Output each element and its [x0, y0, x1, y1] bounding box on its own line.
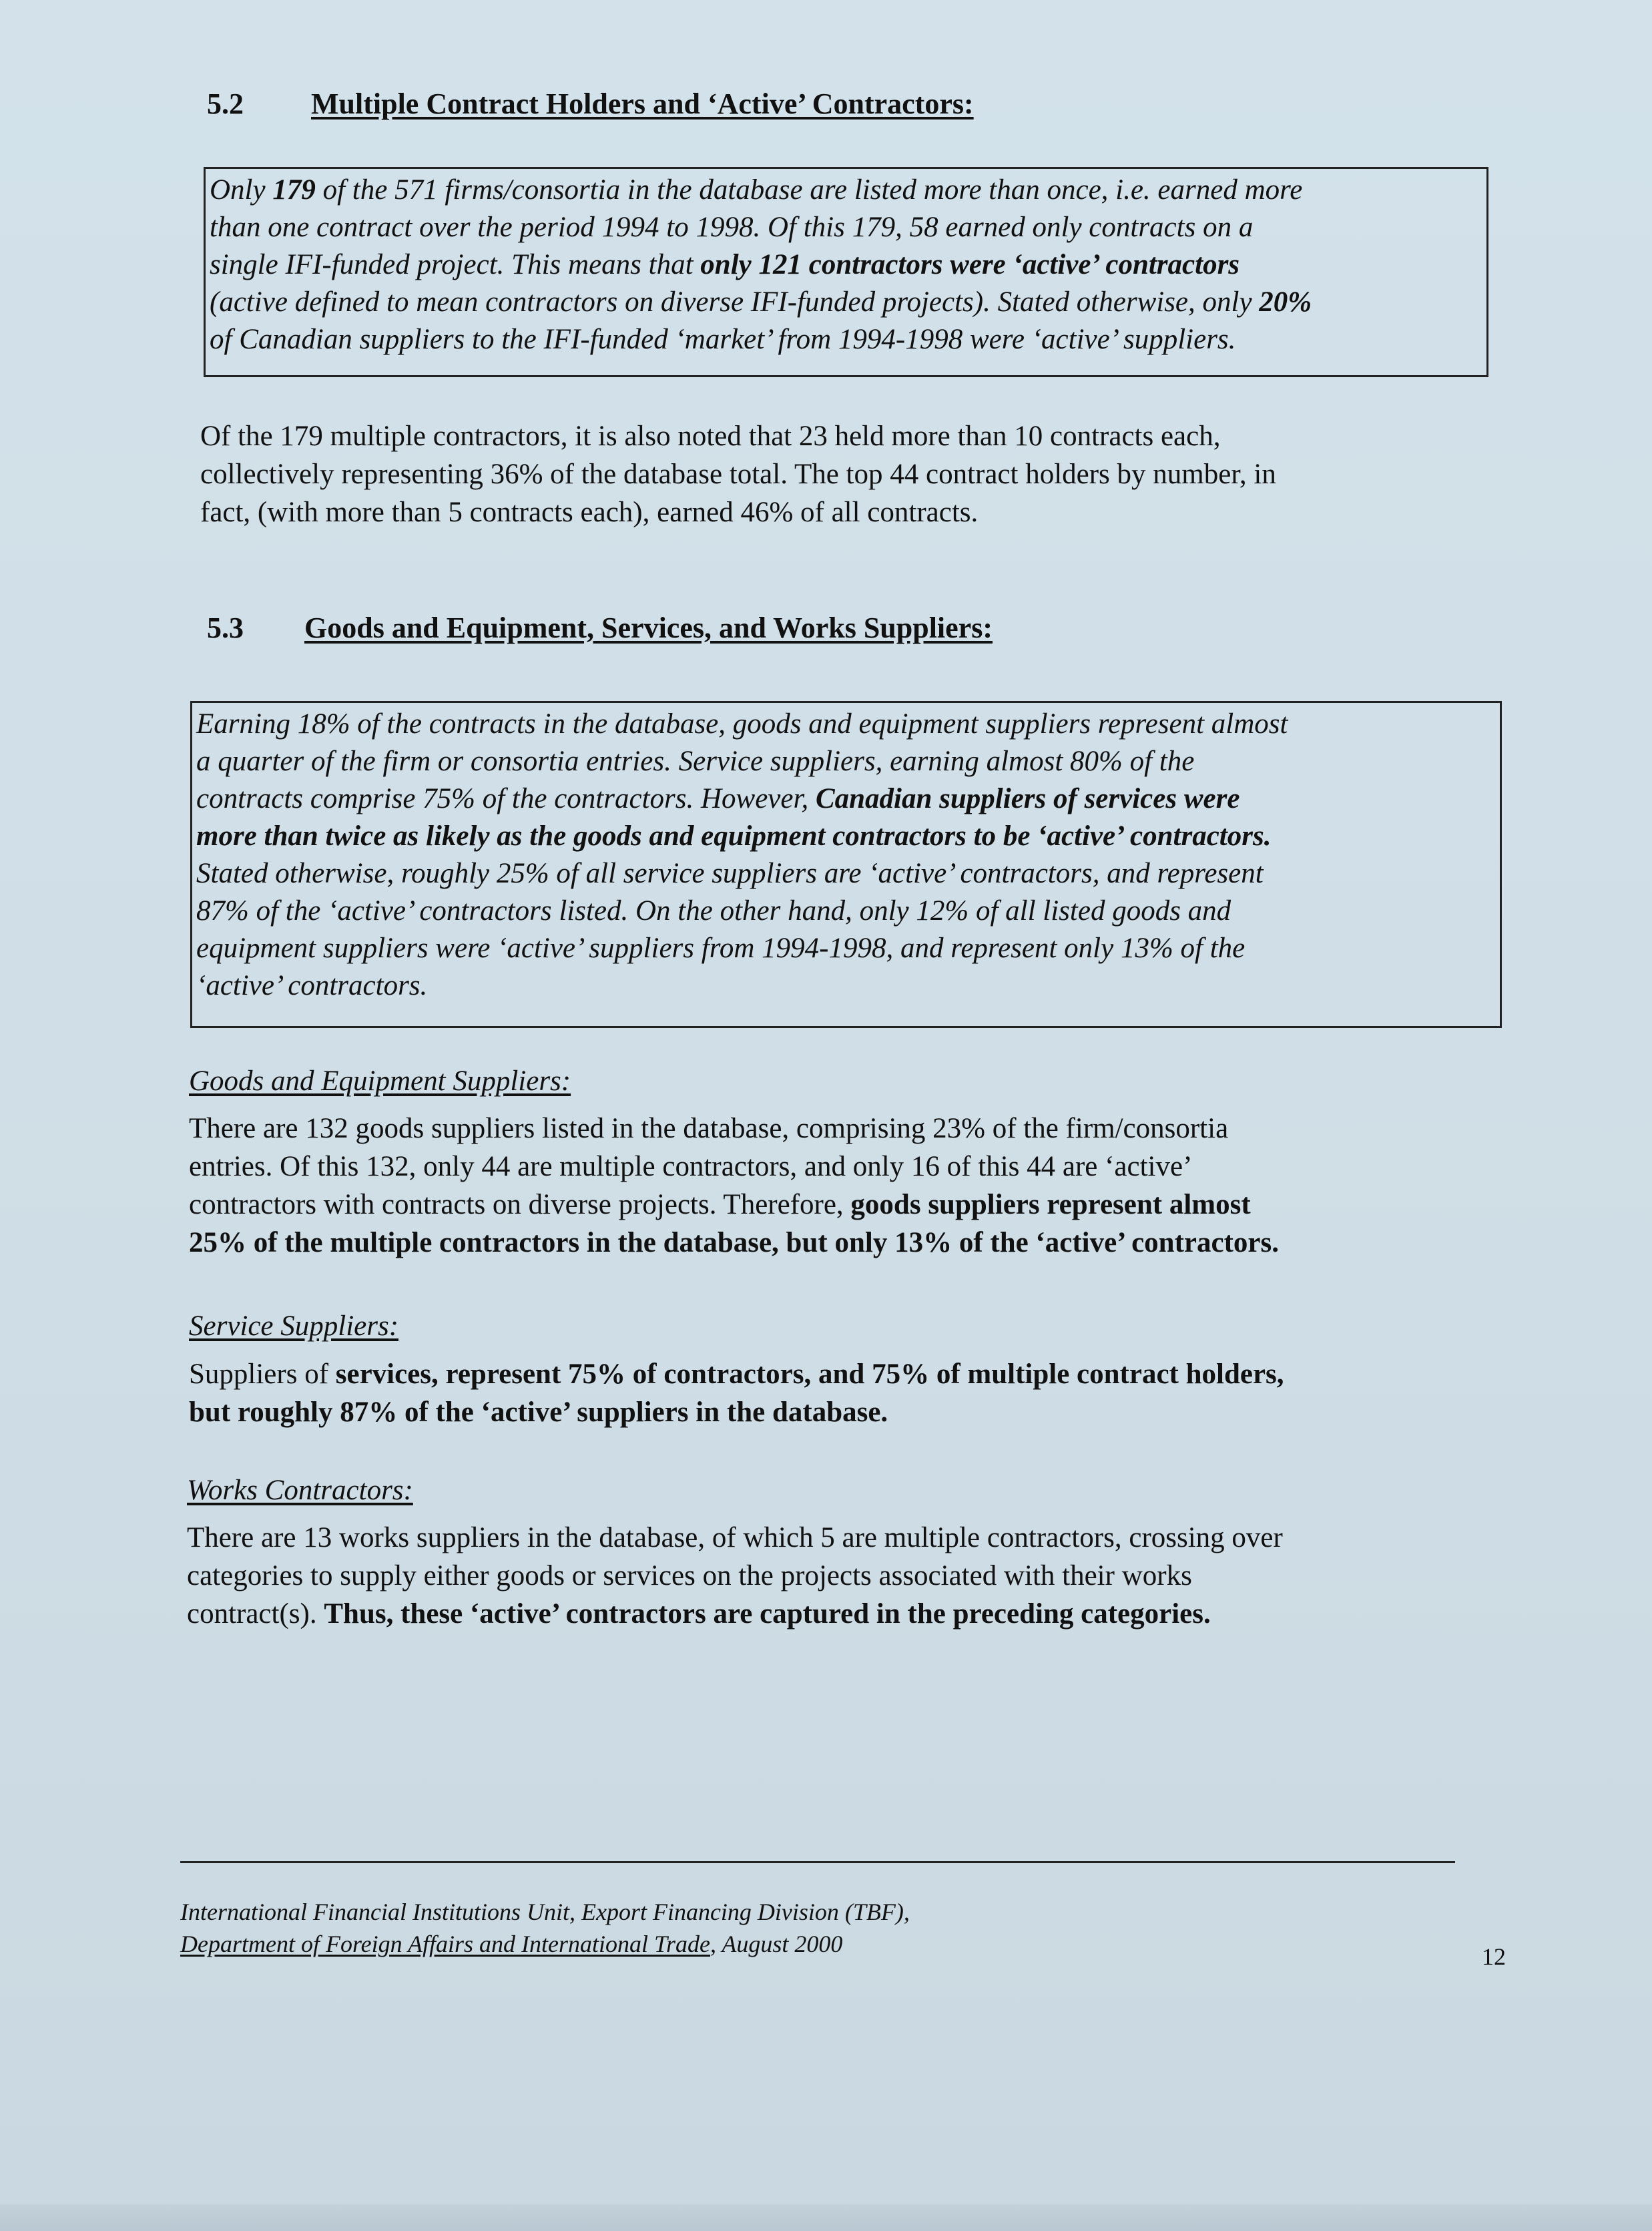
text-line	[189, 1148, 1279, 1186]
text-line	[196, 855, 1496, 893]
paragraph-goods-suppliers	[189, 1109, 1279, 1262]
text-line	[189, 1393, 1284, 1431]
text-line	[189, 1355, 1284, 1393]
text-run: Suppliers of	[189, 1358, 336, 1390]
text-line	[196, 893, 1496, 930]
footer	[180, 1896, 910, 1960]
text-run: (active defined to mean contractors on diverse IFI-funded projects). Stated otherwise, only	[210, 286, 1260, 318]
text-run: Earning 18% of the contracts in the database, goods and equipment suppliers represent almost	[196, 708, 1288, 740]
text-line	[200, 455, 1276, 493]
text-line	[210, 246, 1482, 284]
text-line	[200, 493, 1276, 531]
paragraph-multiple-contractors	[200, 417, 1276, 531]
text-line	[200, 417, 1276, 455]
text-line	[196, 706, 1496, 743]
text-run: contracts comprise 75% of the contractors. However,	[196, 783, 816, 814]
bold-text: 20%	[1259, 286, 1312, 318]
text-line	[189, 1224, 1279, 1262]
text-line	[187, 1595, 1283, 1633]
text-line	[210, 172, 1482, 209]
text-run: entries. Of this 132, only 44 are multiple contractors, and only 16 of this 44 are ‘active’	[189, 1151, 1193, 1182]
bold-text: goods suppliers represent almost	[850, 1189, 1251, 1220]
text-line	[196, 930, 1496, 967]
paragraph-service-suppliers	[189, 1355, 1284, 1431]
section-heading-5-2	[207, 87, 974, 121]
subheading-goods-equipment: Goods and Equipment Suppliers:	[189, 1065, 571, 1097]
text-run: Stated otherwise, roughly 25% of all service suppliers are ‘active’ contractors, and represent	[196, 858, 1264, 889]
text-line	[196, 780, 1496, 818]
text-line	[189, 1186, 1279, 1224]
text-run: ‘active’ contractors.	[196, 970, 428, 1001]
text-run: contractors with contracts on diverse projects. Therefore,	[189, 1189, 851, 1220]
paragraph-works-contractors	[187, 1519, 1283, 1633]
text-run: categories to supply either goods or services on the projects associated with their works	[187, 1560, 1192, 1591]
bold-text: Thus, these ‘active’ contractors are captured in the preceding categories.	[324, 1598, 1211, 1630]
text-run: single IFI-funded project. This means that	[210, 249, 701, 280]
footer-department: Department of Foreign Affairs and International Trade	[180, 1931, 710, 1957]
subheading-service-suppliers: Service Suppliers:	[189, 1310, 399, 1342]
footer-unit: International Financial Institutions Unit, Export Financing Division (TBF),	[180, 1899, 910, 1925]
text-run: collectively representing 36% of the database total. The top 44 contract holders by number, in	[200, 459, 1276, 490]
text-line	[210, 284, 1482, 321]
text-run: of the 571 firms/consortia in the database are listed more than once, i.e. earned more	[315, 174, 1303, 206]
text-line	[196, 743, 1496, 780]
bold-text: only 121 contractors were ‘active’ contractors	[700, 249, 1240, 280]
bold-text: 179	[272, 174, 316, 206]
bold-text: Canadian suppliers of services were	[815, 783, 1240, 814]
text-run: There are 132 goods suppliers listed in the database, comprising 23% of the firm/consortia	[189, 1113, 1229, 1144]
text-line	[189, 1109, 1279, 1148]
text-line	[210, 209, 1482, 246]
text-line	[187, 1519, 1283, 1557]
subheading-works-contractors: Works Contractors:	[187, 1475, 413, 1506]
bold-text: services, represent 75% of contractors, and 75% of multiple contract holders,	[335, 1358, 1284, 1390]
text-run: Of the 179 multiple contractors, it is also noted that 23 held more than 10 contracts each,	[200, 421, 1221, 452]
footer-date: , August 2000	[710, 1931, 843, 1957]
text-line	[196, 967, 1496, 1005]
bold-text: more than twice as likely as the goods and equipment contractors to be ‘active’ contractors.	[196, 820, 1272, 852]
section-heading-5-3	[207, 611, 993, 645]
bold-text: but roughly 87% of the ‘active’ suppliers in the database.	[189, 1397, 888, 1428]
scan-edge	[0, 2204, 1652, 2231]
text-line	[187, 1557, 1283, 1595]
summary-box-5-3	[190, 701, 1502, 1028]
section-title: Goods and Equipment, Services, and Works Suppliers:	[304, 611, 993, 644]
page-number: 12	[1482, 1943, 1506, 1970]
summary-box-5-2	[204, 167, 1488, 377]
section-number: 5.3	[207, 611, 244, 644]
bold-text: 25% of the multiple contractors in the database, but only 13% of the ‘active’ contractors.	[189, 1227, 1279, 1258]
footer-rule	[180, 1861, 1455, 1863]
text-run: 87% of the ‘active’ contractors listed. On the other hand, only 12% of all listed goods and	[196, 895, 1231, 927]
text-run: Only	[210, 174, 273, 206]
text-line	[210, 321, 1482, 358]
text-run: contract(s).	[187, 1598, 324, 1630]
section-title: Multiple Contract Holders and ‘Active’ Contractors:	[311, 87, 974, 120]
text-line	[196, 818, 1496, 855]
text-run: There are 13 works suppliers in the database, of which 5 are multiple contractors, crossing over	[187, 1522, 1283, 1553]
section-number: 5.2	[207, 87, 244, 120]
text-run: of Canadian suppliers to the IFI-funded ‘market’ from 1994-1998 were ‘active’ suppliers.	[210, 324, 1236, 355]
text-run: fact, (with more than 5 contracts each), earned 46% of all contracts.	[200, 497, 979, 528]
text-run: a quarter of the firm or consortia entries. Service suppliers, earning almost 80% of the	[196, 746, 1195, 777]
text-run: than one contract over the period 1994 to 1998. Of this 179, 58 earned only contracts on a	[210, 212, 1254, 243]
text-run: equipment suppliers were ‘active’ suppliers from 1994-1998, and represent only 13% of the	[196, 933, 1246, 964]
